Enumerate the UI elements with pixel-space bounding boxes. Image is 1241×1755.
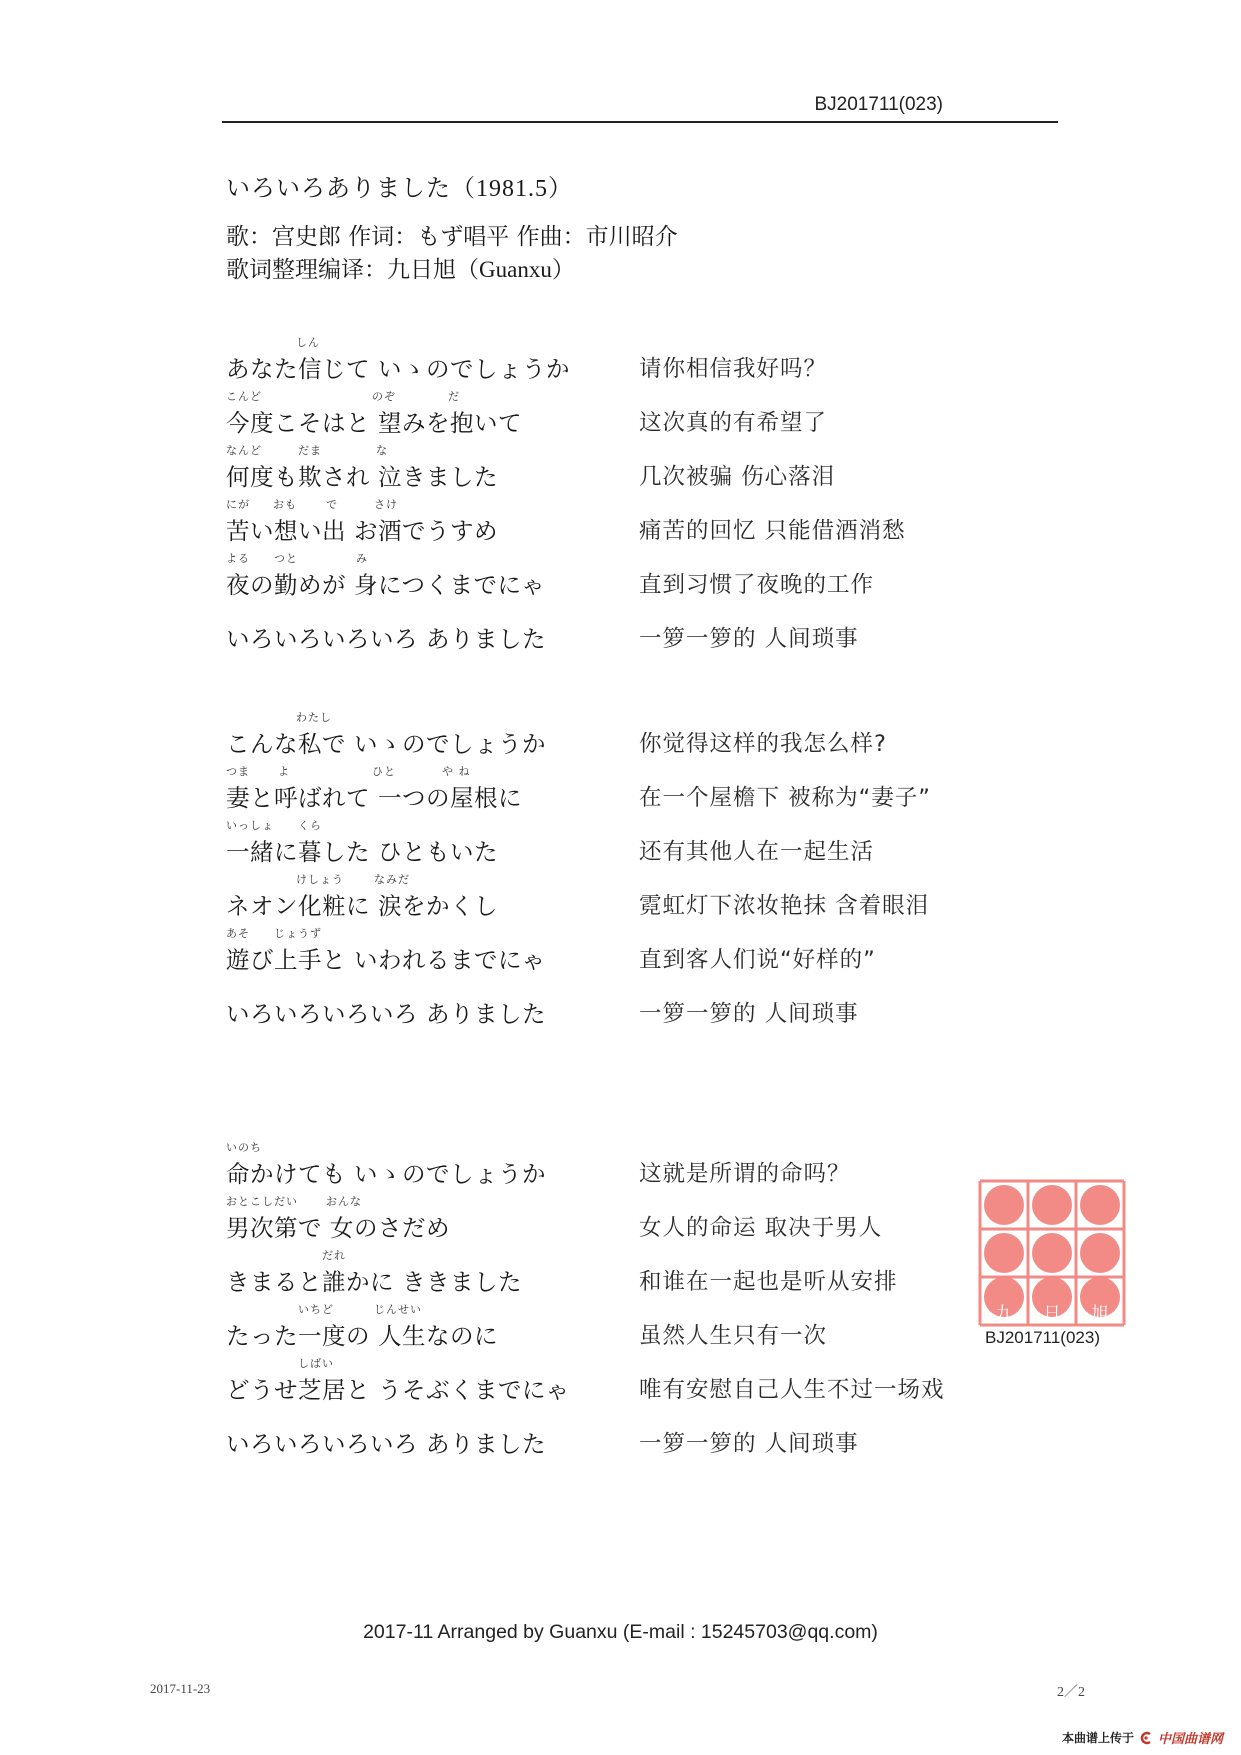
lyric-line xyxy=(226,821,986,875)
lyric-line xyxy=(226,1143,986,1197)
lyric-line xyxy=(226,767,986,821)
stamp-chars xyxy=(996,1304,1109,1324)
furigana: いちど xyxy=(298,1303,334,1316)
japanese-lyric: いろいろいろいろ ありました xyxy=(226,1000,546,1028)
verse-2 xyxy=(226,713,986,1037)
japanese-lyric: いろいろいろいろ ありました xyxy=(226,1430,546,1458)
furigana: だま xyxy=(298,444,322,457)
japanese-lyric: 夜の勤めが 身につくまでにゃ xyxy=(226,571,546,599)
japanese-lyric: 一緒に暮した ひともいた xyxy=(226,838,498,866)
japanese-lyric: 今度こそはと 望みを抱いて xyxy=(226,409,522,437)
chinese-translation: 虽然人生只有一次 xyxy=(639,1323,828,1349)
furigana: な xyxy=(376,444,388,457)
furigana: わたし xyxy=(296,711,332,724)
lyric-line xyxy=(226,929,986,983)
furigana: さけ xyxy=(374,498,398,511)
upload-note-text: 本曲谱上传于 xyxy=(1061,1731,1134,1745)
print-date: 2017-11-23 xyxy=(150,1681,211,1696)
japanese-lyric: こんな私で いゝのでしょうか xyxy=(226,730,546,758)
furigana: つま xyxy=(226,765,250,778)
chinese-translation: 霓虹灯下浓妆艳抹 含着眼泪 xyxy=(639,893,930,919)
document-code: BJ201711(023) xyxy=(814,94,943,115)
lyric-line xyxy=(226,875,986,929)
furigana: よる xyxy=(226,552,250,565)
japanese-lyric: 苦い想い出 お酒でうすめ xyxy=(226,517,498,545)
furigana: こんど xyxy=(226,390,262,403)
title-year: （1981.5） xyxy=(451,176,573,202)
japanese-lyric: たった一度の 人生なのに xyxy=(226,1322,498,1350)
lyric-line xyxy=(226,446,986,500)
upload-note xyxy=(1062,1728,1223,1747)
translator-label: 歌词整理编译：九日旭 xyxy=(226,257,456,283)
furigana: なんど xyxy=(226,444,262,457)
furigana: つと xyxy=(274,552,298,565)
japanese-lyric: きまると誰かに ききました xyxy=(226,1268,522,1296)
song-credits: 歌：宫史郎 作词：もず唱平 作曲：市川昭介 xyxy=(226,224,678,250)
furigana: や ね xyxy=(442,765,471,778)
chinese-translation: 这次真的有希望了 xyxy=(639,410,828,436)
chinese-translation: 女人的命运 取决于男人 xyxy=(639,1215,883,1241)
chinese-translation: 在一个屋檐下 被称为“妻子” xyxy=(639,785,931,811)
furigana: だ xyxy=(448,390,460,403)
arranger-footer: 2017-11 Arranged by Guanxu (E-mail : 15245703@qq.com) xyxy=(363,1621,878,1643)
furigana: で xyxy=(326,498,338,511)
chinese-translation: 唯有安慰自己人生不过一场戏 xyxy=(639,1377,945,1403)
stamp-char: 旭 xyxy=(1091,1304,1109,1324)
lyric-line xyxy=(226,1359,986,1413)
stamp-code: BJ201711(023) xyxy=(985,1328,1100,1347)
furigana: いのち xyxy=(226,1141,262,1154)
chinese-translation: 这就是所谓的命吗？ xyxy=(639,1161,851,1187)
upload-site-name: 中国曲谱网 xyxy=(1157,1732,1223,1747)
stamp-dot xyxy=(984,1233,1024,1273)
furigana: けしょう xyxy=(296,873,344,886)
furigana: にが xyxy=(226,498,250,511)
chinese-translation: 直到习惯了夜晚的工作 xyxy=(639,572,875,598)
chinese-translation: 一箩一箩的 人间琐事 xyxy=(639,1001,859,1027)
japanese-lyric: どうせ芝居と うそぶくまでにゃ xyxy=(226,1376,570,1404)
furigana: よ xyxy=(278,765,290,778)
furigana: のぞ xyxy=(372,390,396,403)
furigana: み xyxy=(356,552,368,565)
lyric-line xyxy=(226,500,986,554)
lyric-line xyxy=(226,983,986,1037)
lyric-line xyxy=(226,1413,986,1467)
furigana: おとこしだい xyxy=(226,1195,298,1208)
chinese-translation: 一箩一箩的 人间琐事 xyxy=(639,626,859,652)
furigana: おんな xyxy=(326,1195,362,1208)
stamp-char: 日 xyxy=(1043,1304,1061,1324)
lyric-line xyxy=(226,392,986,446)
japanese-lyric: 男次第で 女のさだめ xyxy=(226,1214,450,1242)
furigana: しばい xyxy=(298,1357,334,1370)
furigana: ひと xyxy=(372,765,396,778)
verse-1 xyxy=(226,338,986,662)
furigana: だれ xyxy=(322,1249,346,1262)
lyric-line xyxy=(226,1197,986,1251)
lyric-line xyxy=(226,1251,986,1305)
chinese-translation: 几次被骗 伤心落泪 xyxy=(639,464,836,490)
chinese-translation: 一箩一箩的 人间琐事 xyxy=(639,1431,859,1457)
page-number: 2／2 xyxy=(1057,1685,1085,1700)
chinese-translation: 和谁在一起也是听从安排 xyxy=(639,1269,898,1295)
stamp-dot xyxy=(984,1185,1024,1225)
stamp-dot xyxy=(1080,1233,1120,1273)
chinese-translation: 你觉得这样的我怎么样? xyxy=(639,731,887,757)
furigana: あそ xyxy=(226,927,250,940)
lyric-line xyxy=(226,713,986,767)
stamp-dots xyxy=(984,1185,1120,1317)
stamp-dot xyxy=(1080,1185,1120,1225)
japanese-lyric: 何度も欺され 泣きました xyxy=(226,463,498,491)
lyric-line xyxy=(226,554,986,608)
japanese-lyric: いろいろいろいろ ありました xyxy=(226,625,546,653)
chinese-translation: 请你相信我好吗？ xyxy=(639,356,828,382)
seal-stamp xyxy=(977,1178,1127,1328)
chinese-translation: 直到客人们说“好样的” xyxy=(639,947,876,973)
furigana: じんせい xyxy=(374,1303,422,1316)
japanese-lyric: 遊び上手と いわれるまでにゃ xyxy=(226,946,546,974)
lyric-line xyxy=(226,1305,986,1359)
stamp-char: 九 xyxy=(995,1304,1013,1324)
japanese-lyric: あなた信じて いゝのでしょうか xyxy=(226,355,570,383)
lyric-line xyxy=(226,338,986,392)
furigana: しん xyxy=(296,336,320,349)
chinese-translation: 还有其他人在一起生活 xyxy=(639,839,875,865)
furigana: じょうず xyxy=(274,927,322,940)
furigana: なみだ xyxy=(374,873,410,886)
header-rule xyxy=(222,121,1058,123)
translator-name: （Guanxu） xyxy=(456,257,575,282)
verse-3 xyxy=(226,1143,986,1467)
lyric-line xyxy=(226,608,986,662)
stamp-dot xyxy=(1032,1233,1072,1273)
site-logo-icon xyxy=(1139,1731,1153,1745)
furigana: くら xyxy=(298,819,322,832)
furigana: いっしょ xyxy=(226,819,274,832)
translator-credit xyxy=(226,251,575,284)
furigana: おも xyxy=(273,498,297,511)
japanese-lyric: 妻と呼ばれて 一つの屋根に xyxy=(226,784,522,812)
japanese-lyric: ネオン化粧に 涙をかくし xyxy=(226,892,498,920)
chinese-translation: 痛苦的回忆 只能借酒消愁 xyxy=(639,518,906,544)
song-title xyxy=(226,168,573,203)
japanese-lyric: 命かけても いゝのでしょうか xyxy=(226,1160,546,1188)
stamp-dot xyxy=(1032,1185,1072,1225)
title-text: いろいろありました xyxy=(226,174,451,202)
